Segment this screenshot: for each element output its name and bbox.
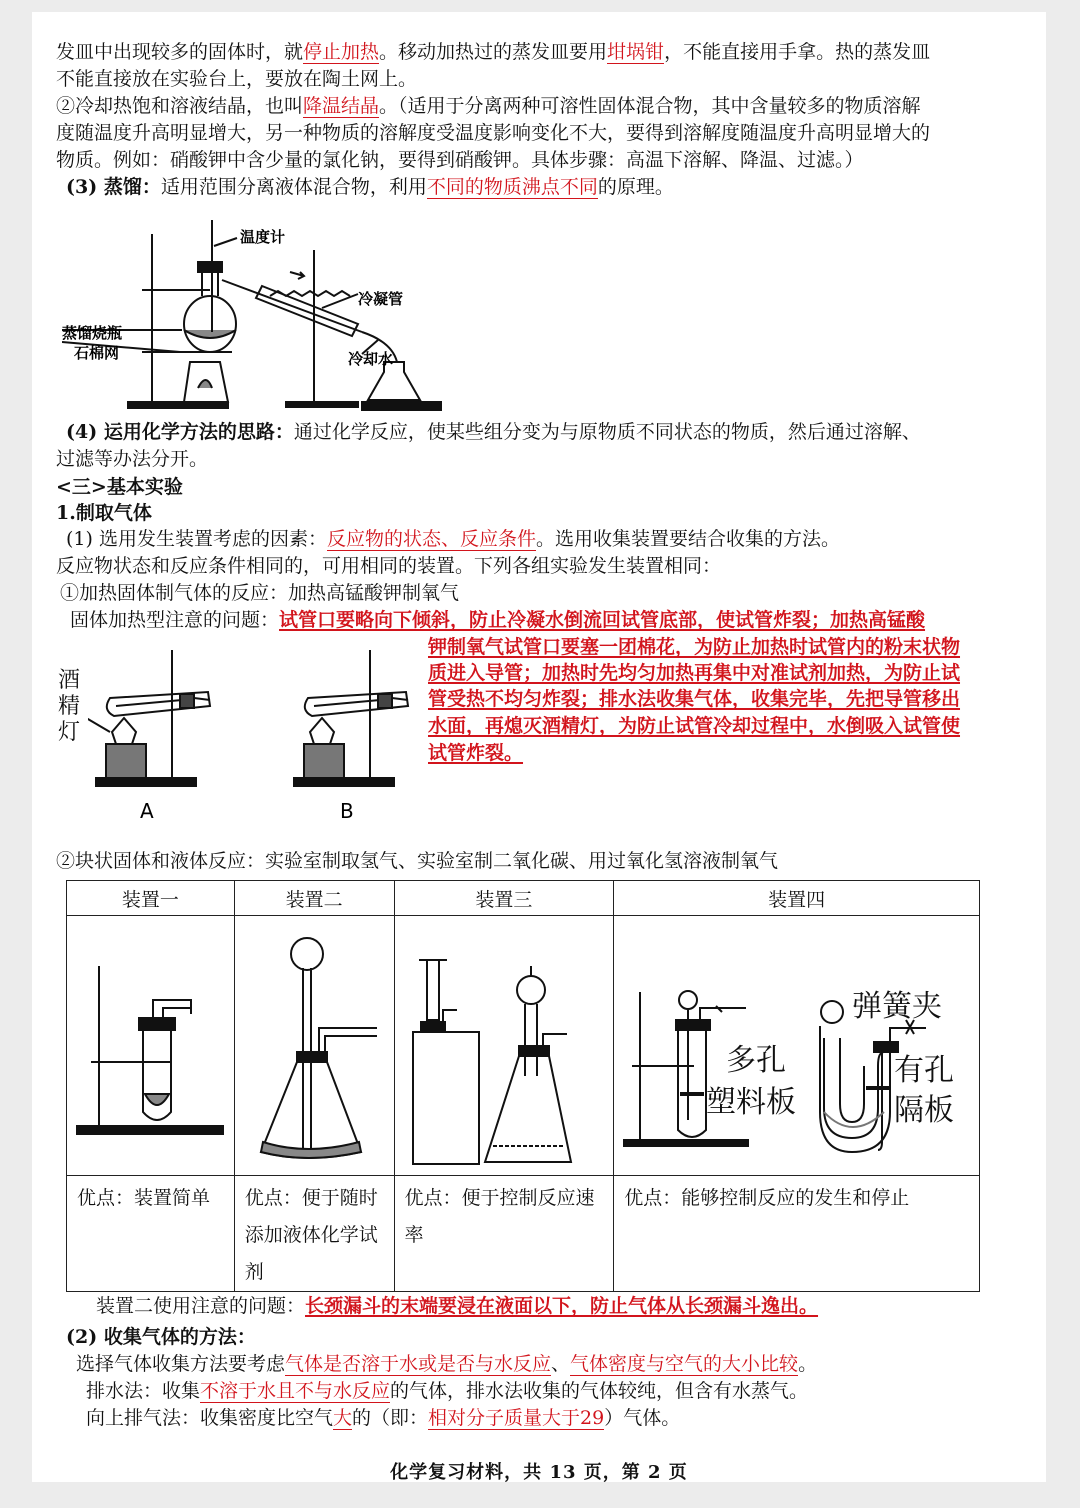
section-heading: <三>基本实验 bbox=[56, 476, 183, 498]
label-lamp: 酒 精 灯 bbox=[58, 668, 81, 745]
heating-apparatus-figure bbox=[88, 640, 428, 830]
label-gauze: 石棉网 bbox=[74, 344, 120, 362]
text-line: 向上排气法：收集密度比空气大的（即：相对分子质量大于29）气体。 bbox=[86, 1407, 681, 1429]
text-line: 装置二使用注意的问题：长颈漏斗的末端要浸在液面以下，防止气体从长颈漏斗逸出。 bbox=[96, 1295, 819, 1317]
label-partition: 隔板 bbox=[894, 1093, 955, 1128]
advantage-device-4: 优点：能够控制反应的发生和停止 bbox=[614, 1176, 980, 1292]
sub-heading: 1.制取气体 bbox=[56, 502, 152, 524]
text-line: 过滤等办法分开。 bbox=[56, 448, 209, 470]
advantage-device-2: 优点：便于随时添加液体化学试剂 bbox=[234, 1176, 394, 1292]
device-1-figure bbox=[67, 916, 235, 1176]
note-line: 质进入导管；加热时先均匀加热再集中对准试剂加热，为防止试 bbox=[428, 662, 961, 684]
label-flask: 蒸馏烧瓶 bbox=[62, 324, 123, 342]
note-line: 水面，再熄灭酒精灯，为防止试管冷却过程中，水倒吸入试管使 bbox=[428, 715, 961, 737]
text-line: ②冷却热饱和溶液结晶，也叫降温结晶。（适用于分离两种可溶性固体混合物，其中含量较多的物质溶解 bbox=[56, 95, 921, 117]
page-footer: 化学复习材料，共 13 页，第 2 页 bbox=[390, 1462, 688, 1483]
text-line: ②块状固体和液体反应：实验室制取氢气、实验室制二氧化碳、用过氧化氢溶液制氧气 bbox=[56, 850, 779, 872]
text-line: 选择气体收集方法要考虑气体是否溶于水或是否与水反应、气体密度与空气的大小比较。 bbox=[76, 1353, 818, 1375]
header-device-1: 装置一 bbox=[67, 881, 235, 916]
label-thermometer: 温度计 bbox=[240, 228, 286, 246]
label-spring-clip: 弹簧夹 bbox=[852, 989, 943, 1024]
sub-heading: (2) 收集气体的方法： bbox=[66, 1326, 256, 1348]
note-line: 试管炸裂。 bbox=[428, 742, 524, 764]
label-perforated: 有孔 bbox=[894, 1053, 955, 1088]
page bbox=[32, 12, 1046, 1482]
header-device-2: 装置二 bbox=[234, 881, 394, 916]
device-3-figure bbox=[394, 916, 614, 1176]
text-line: 发皿中出现较多的固体时，就停止加热。移动加热过的蒸发皿要用坩埚钳，不能直接用手拿。热的蒸发皿 bbox=[56, 41, 931, 63]
label-porous-plate: 多孔 bbox=[726, 1043, 787, 1078]
distillation-figure bbox=[62, 212, 442, 412]
text-line: 物质。例如：硝酸钾中含少量的氯化钠，要得到硝酸钾。具体步骤：高温下溶解、降温、过滤。） bbox=[56, 149, 864, 171]
label-plastic-plate: 塑料板 bbox=[706, 1085, 797, 1120]
device-2-figure bbox=[234, 916, 394, 1176]
chem-line: (4) 运用化学方法的思路：通过化学反应，使某些组分变为与原物质不同状态的物质，然后通过溶解、 bbox=[66, 421, 921, 443]
distill-line: (3) 蒸馏：适用范围分离液体混合物，利用不同的物质沸点不同的原理。 bbox=[66, 176, 674, 198]
advantage-device-3: 优点：便于控制反应速率 bbox=[394, 1176, 614, 1292]
text-line: (1) 选用发生装置考虑的因素：反应物的状态、反应条件。选用收集装置要结合收集的方法。 bbox=[66, 528, 840, 550]
advantage-device-1: 优点：装置简单 bbox=[67, 1176, 235, 1292]
label-figure-b: B bbox=[340, 799, 354, 823]
text-line: 固体加热型注意的问题：试管口要略向下倾斜，防止冷凝水倒流回试管底部，使试管炸裂；加热高锰酸 bbox=[70, 609, 926, 631]
text-line: 反应物状态和反应条件相同的，可用相同的装置。下列各组实验发生装置相同： bbox=[56, 555, 722, 577]
header-device-3: 装置三 bbox=[394, 881, 614, 916]
device-4-figure bbox=[614, 916, 980, 1176]
label-condenser: 冷凝管 bbox=[358, 290, 404, 308]
device-table bbox=[66, 880, 980, 1292]
header-device-4: 装置四 bbox=[614, 881, 980, 916]
text-line: 不能直接放在实验台上，要放在陶土网上。 bbox=[56, 68, 418, 90]
note-line: 钾制氧气试管口要塞一团棉花，为防止加热时试管内的粉末状物 bbox=[428, 636, 961, 658]
note-line: 管受热不均匀炸裂；排水法收集气体，收集完毕，先把导管移出 bbox=[428, 688, 961, 710]
label-cooling-water: 冷却水 bbox=[348, 350, 394, 368]
text-line: 度随温度升高明显增大，另一种物质的溶解度受温度影响变化不大，要得到溶解度随温度升高明显增大的 bbox=[56, 122, 931, 144]
text-line: ①加热固体制气体的反应：加热高锰酸钾制氧气 bbox=[60, 582, 460, 604]
text-line: 排水法：收集不溶于水且不与水反应的气体，排水法收集的气体较纯，但含有水蒸气。 bbox=[86, 1380, 809, 1402]
label-figure-a: A bbox=[140, 799, 154, 823]
